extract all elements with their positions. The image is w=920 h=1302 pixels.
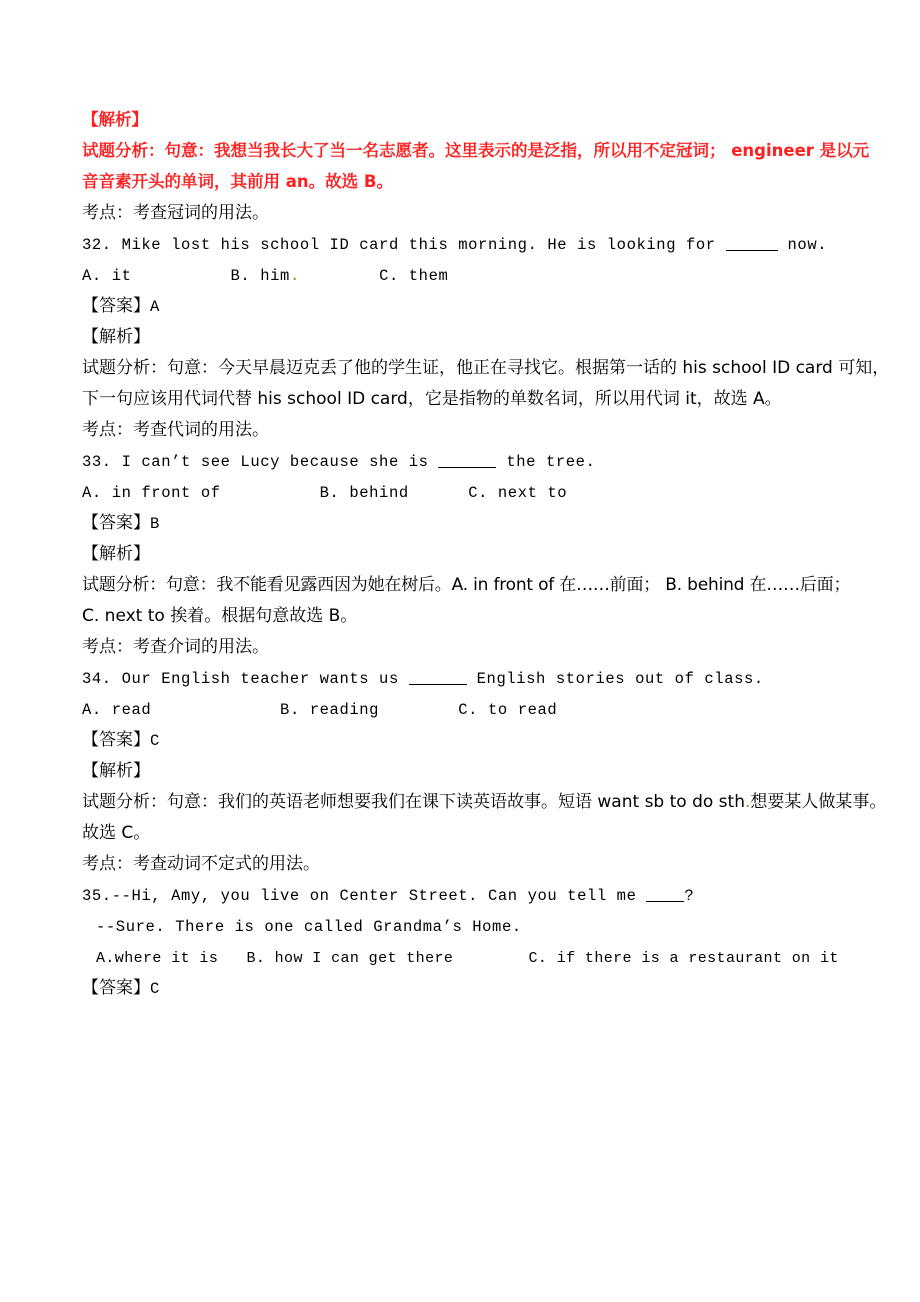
question-34-option-a: A. read (82, 701, 152, 719)
question-33-options (82, 476, 854, 507)
question-32-stem (82, 228, 854, 259)
question-33-jiexi-label-text: 【解析】 (82, 544, 150, 564)
kaodian-line-1-text: 考点：考查冠词的用法。 (82, 203, 269, 223)
question-34-stem-b: English stories out of class. (466, 670, 764, 688)
question-32-analysis-2 (82, 383, 854, 414)
question-33-answer-value: B (150, 515, 160, 533)
spacer-4 (409, 484, 468, 502)
question-35-stem (82, 879, 854, 910)
question-33-stem-a: 33. I can’t see Lucy because she is (82, 453, 439, 471)
question-32-jiexi-label-text: 【解析】 (82, 327, 150, 347)
question-34-kaodian (82, 848, 854, 879)
document-body (82, 104, 890, 1003)
question-32-option-b: B. him (230, 267, 290, 285)
question-35-answer (82, 972, 854, 1003)
question-33-option-a: A. in front of (82, 484, 221, 502)
question-33-answer (82, 507, 854, 538)
question-34-options (82, 693, 854, 724)
question-32-option-a: A. it (82, 267, 132, 285)
question-35-option-b: B. how I can get there (246, 950, 454, 967)
analysis-red-line-1-text: 试题分析：句意：我想当我长大了当一名志愿者。这里表示的是泛指，所以用不定冠词； engineer 是以元 (82, 141, 870, 160)
question-32-option-c: C. them (379, 267, 449, 285)
question-35-answer-label: 【答案】 (82, 978, 150, 998)
question-34-analysis-1-period: . (744, 792, 751, 812)
spacer-3 (221, 484, 320, 502)
question-32-answer-label: 【答案】 (82, 296, 150, 316)
question-34-option-b: B. reading (280, 701, 380, 719)
question-32-stem-b: now. (777, 236, 828, 254)
question-32-kaodian (82, 414, 854, 445)
question-34-analysis-2-text: 故选 C。 (82, 823, 151, 843)
question-33-option-b: B. behind (319, 484, 409, 502)
question-34-analysis-2 (82, 817, 854, 848)
question-33-analysis-1-text: 试题分析：句意：我不能看见露西因为她在树后。A. in front of 在……前面； B. behind 在……后面； (82, 575, 851, 595)
question-35-reply-text: --Sure. There is one called Grandma’s Home. (96, 918, 522, 936)
question-33-kaodian (82, 631, 854, 662)
question-34-analysis-1a: 试题分析：句意：我们的英语老师想要我们在课下读英语故事。短语 want sb to do sth (82, 792, 745, 812)
question-32-jiexi-label (82, 321, 854, 352)
question-35-blank (646, 901, 684, 902)
question-33-analysis-2-text: C. next to 挨着。根据句意故选 B。 (82, 606, 358, 626)
question-32-answer (82, 290, 854, 321)
question-34-answer (82, 724, 854, 755)
explanation-heading-1 (82, 104, 854, 135)
spacer-7 (218, 950, 246, 967)
spacer-1 (132, 267, 231, 285)
question-35-answer-value: C (150, 980, 160, 998)
question-34-analysis-1b: 想要某人做某事。 (750, 792, 887, 812)
question-34-option-c: C. to read (458, 701, 558, 719)
question-34-answer-label: 【答案】 (82, 730, 150, 750)
question-34-answer-value: C (150, 732, 160, 750)
question-34-jiexi-label-text: 【解析】 (82, 761, 150, 781)
kaodian-line-1 (82, 197, 854, 228)
question-33-stem (82, 445, 854, 476)
question-33-option-c: C. next to (468, 484, 568, 502)
question-34-stem (82, 662, 854, 693)
analysis-red-line-2-text: 音音素开头的单词，其前用 an。故选 B。 (82, 172, 393, 191)
question-34-analysis-1 (82, 786, 887, 817)
question-35-option-c: C. if there is a restaurant on it (528, 950, 839, 967)
spacer-8 (453, 950, 528, 967)
question-32-answer-value: A (150, 298, 160, 316)
question-32-kaodian-text: 考点：考查代词的用法。 (82, 420, 269, 440)
question-33-analysis-2 (82, 600, 854, 631)
analysis-red-line-2 (82, 166, 854, 197)
question-35-options (82, 941, 854, 972)
question-35-stem-b: ? (684, 887, 695, 905)
question-32-analysis-1-text: 试题分析：句意：今天早晨迈克丢了他的学生证，他正在寻找它。根据第一话的 his school ID card 可知， (82, 358, 890, 378)
question-34-kaodian-text: 考点：考查动词不定式的用法。 (82, 854, 320, 874)
question-33-blank (438, 467, 496, 468)
question-34-blank (409, 684, 467, 685)
question-32-stem-a: 32. Mike lost his school ID card this morning. He is looking for (82, 236, 726, 254)
spacer-2 (300, 267, 379, 285)
question-35-stem-a: 35.--Hi, Amy, you live on Center Street. Can you tell me (82, 887, 647, 905)
question-32-analysis-1 (82, 352, 890, 383)
spacer-5 (151, 701, 280, 719)
question-32-analysis-2-text: 下一句应该用代词代替 his school ID card，它是指物的单数名词，所以用代词 it，故选 A。 (82, 389, 782, 409)
explanation-heading-1-text: 【解析】 (82, 110, 148, 129)
question-35-option-a: A.where it is (96, 950, 219, 967)
question-33-jiexi-label (82, 538, 854, 569)
question-33-answer-label: 【答案】 (82, 513, 150, 533)
question-34-jiexi-label (82, 755, 854, 786)
question-35-reply (82, 910, 854, 941)
analysis-red-line-1 (82, 135, 870, 166)
question-32-options (82, 259, 854, 290)
question-32-option-b-period: . (289, 267, 300, 285)
question-33-analysis-1 (82, 569, 854, 600)
question-32-blank (726, 250, 778, 251)
question-33-kaodian-text: 考点：考查介词的用法。 (82, 637, 269, 657)
question-34-stem-a: 34. Our English teacher wants us (82, 670, 409, 688)
spacer-6 (379, 701, 458, 719)
question-33-stem-b: the tree. (496, 453, 596, 471)
